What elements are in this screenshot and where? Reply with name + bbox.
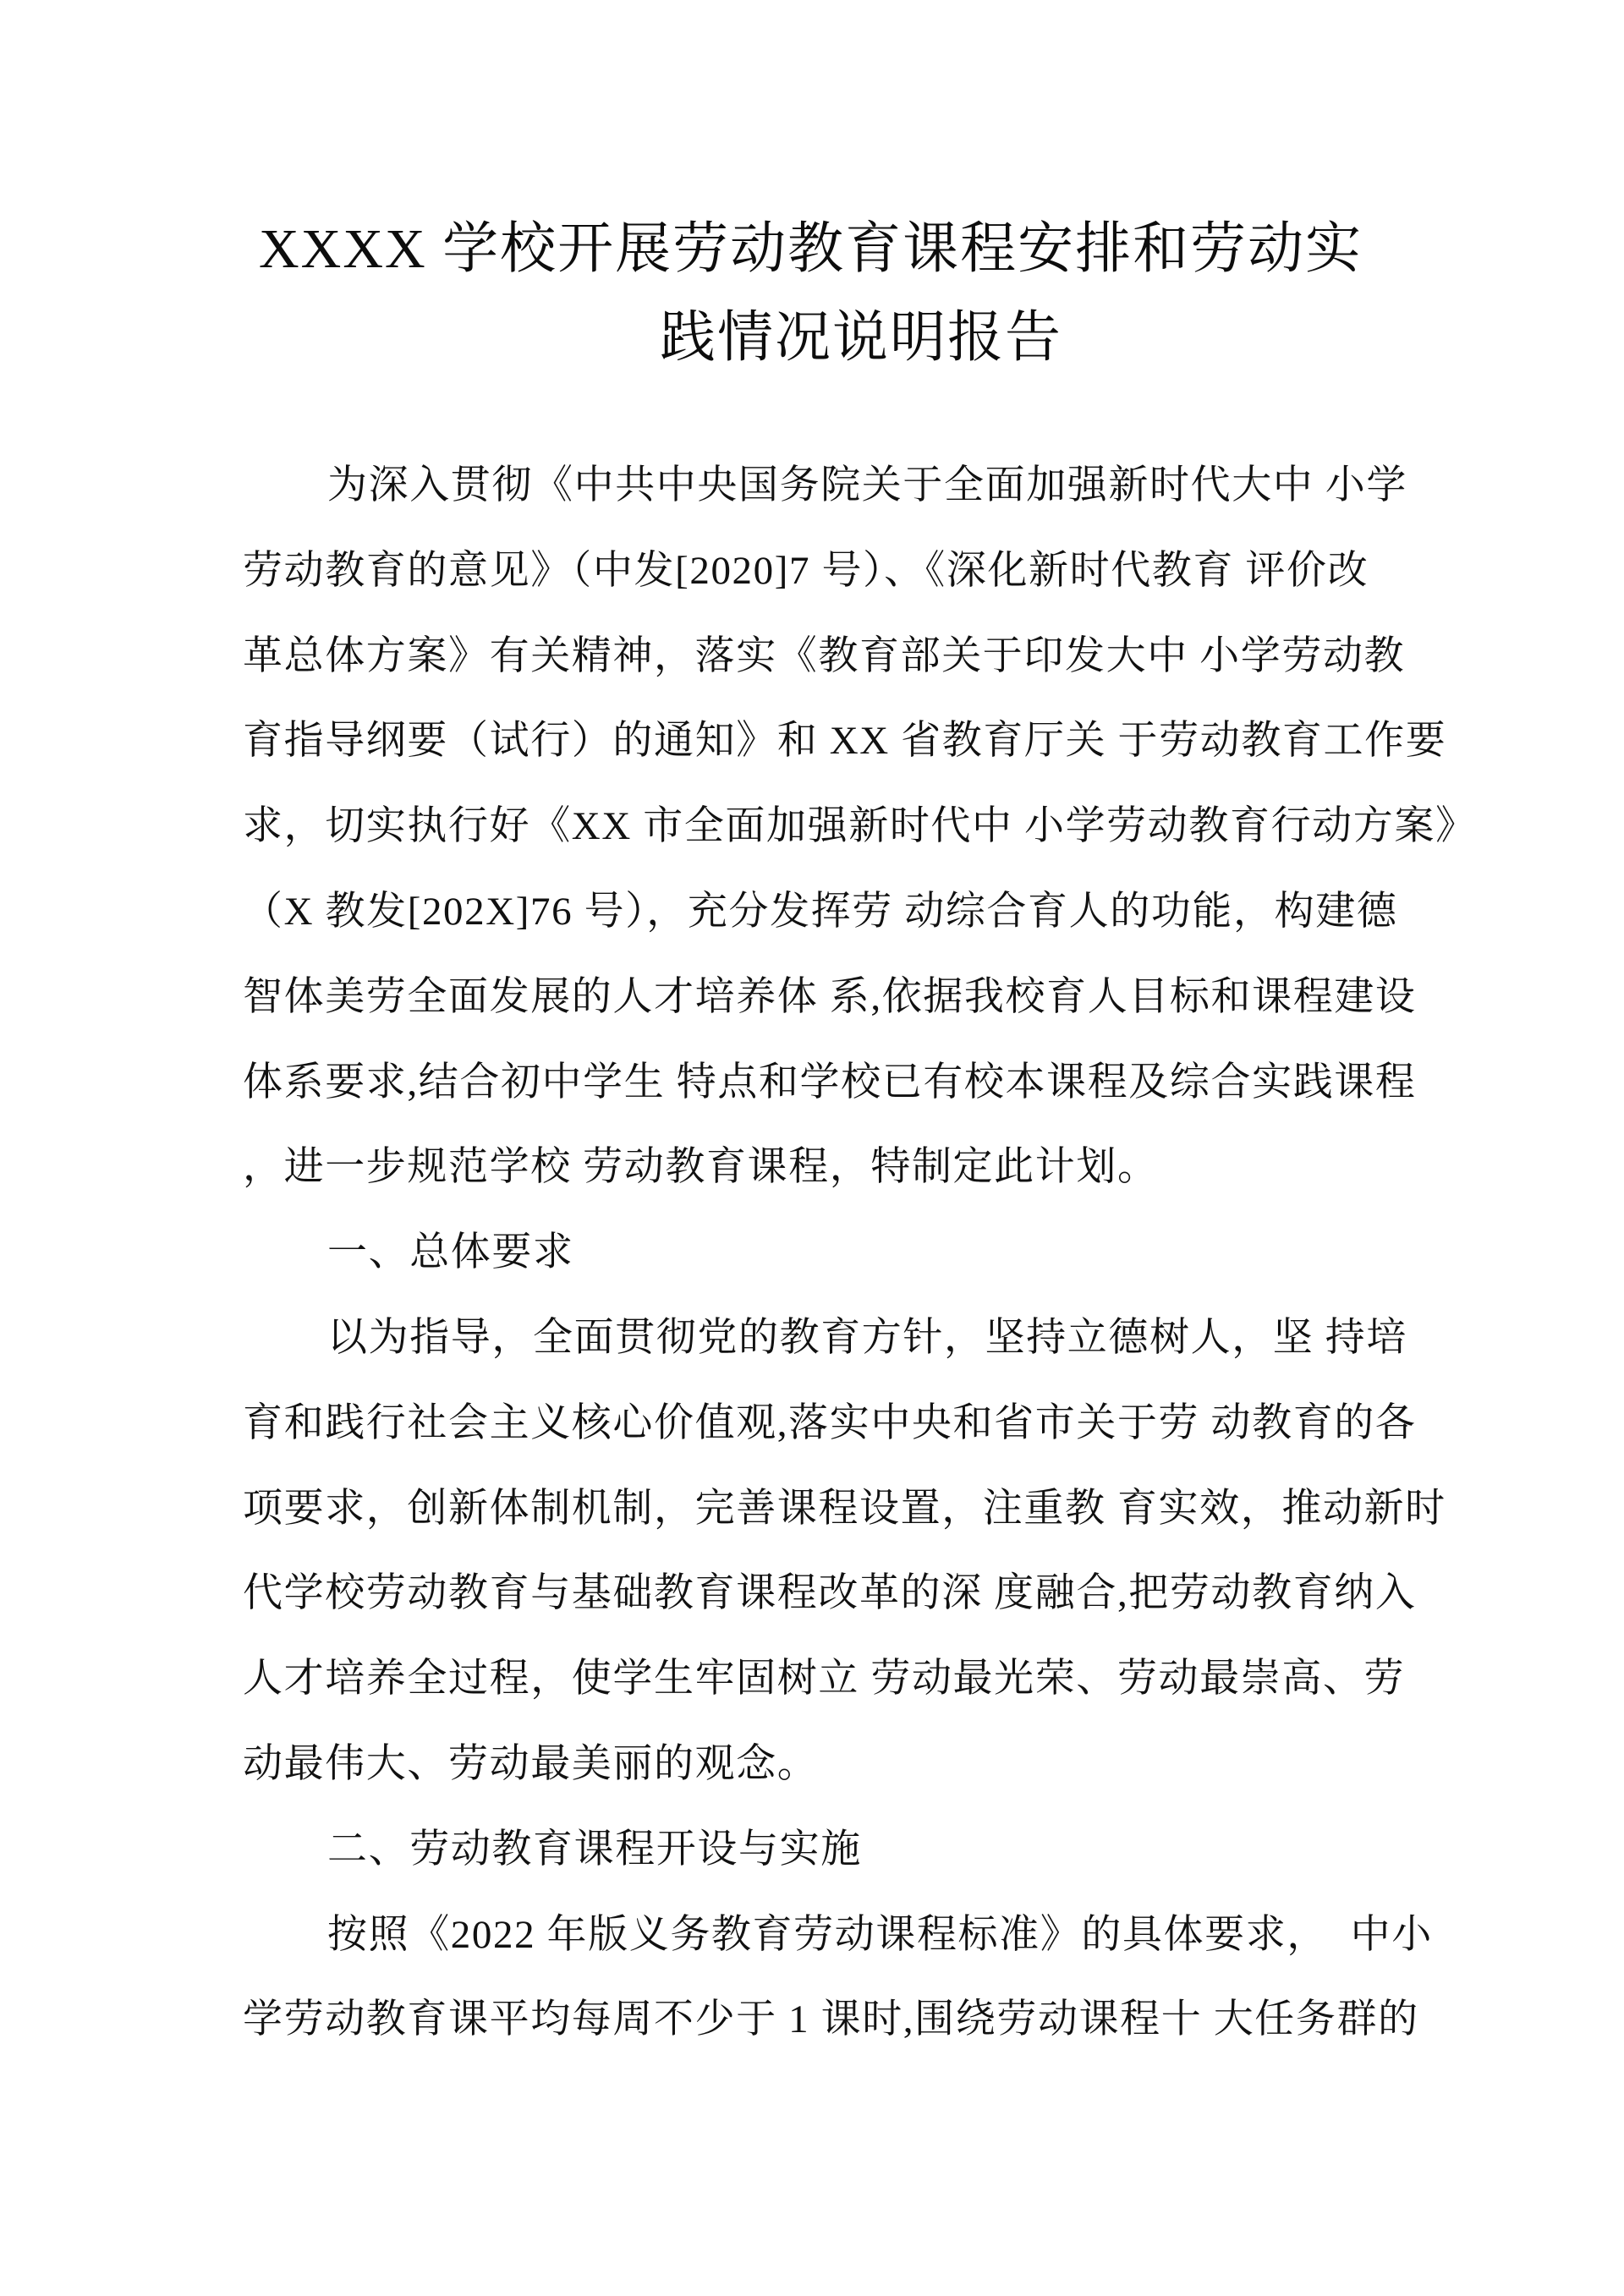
section-heading-2: 二、劳动教育课程开设与实施 <box>327 1827 862 1871</box>
body-line: 学劳动教育课平均每周不少于 1 课时,围绕劳动课程十 大任务群的 <box>243 1997 1419 2042</box>
document-title-line-2: 践情况说明报告 <box>660 307 1062 369</box>
body-line: 人才培养全过程，使学生牢固树立 劳动最光荣、劳动最崇高、劳 <box>243 1657 1406 1701</box>
body-line: 项要求，创新体制机制，完善课程设置，注重教 育实效，推动新时 <box>243 1486 1446 1531</box>
body-line: ，进一步规范学校 劳动教育课程，特制定此计划。 <box>243 1145 1159 1190</box>
body-line: 育指导纲要（试行）的通知》和 XX 省教育厅关 于劳动教育工作要 <box>243 719 1447 764</box>
body-line: 求，切实执行好《XX 市全面加强新时代中 小学劳动教育行动方案》 <box>243 804 1477 849</box>
body-line: 以为指导，全面贯彻党的教育方针，坚持立德树人，坚 持培 <box>327 1316 1407 1360</box>
body-line: （X 教发[202X]76 号），充分发挥劳 动综合育人的功能，构建德 <box>243 890 1398 934</box>
body-line: 按照《2022 年版义务教育劳动课程标准》的具体要求， 中小 <box>327 1912 1433 1957</box>
body-line: 革总体方案》有关精神，落实《教育部关于印发大中 小学劳动教 <box>243 633 1406 678</box>
body-line: 育和践行社会主义核心价值观,落实中央和省市关于劳 动教育的各 <box>243 1400 1417 1445</box>
body-line: 为深入贯彻《中共中央国务院关于全面加强新时代大中 小学 <box>327 463 1407 507</box>
body-line: 代学校劳动教育与基础教育课程改革的深 度融合,把劳动教育纳入 <box>243 1571 1417 1616</box>
body-line: 智体美劳全面发展的人才培养体 系,依据我校育人目标和课程建设 <box>243 974 1417 1019</box>
document-title-line-1: XXXX 学校开展劳动教育课程安排和劳动实 <box>259 218 1363 280</box>
body-line: 体系要求,结合初中学生 特点和学校已有校本课程及综合实践课程 <box>243 1060 1417 1104</box>
body-line: 动最伟大、劳动最美丽的观念。 <box>243 1742 819 1786</box>
section-heading-1: 一、总体要求 <box>327 1230 574 1275</box>
body-line: 劳动教育的意见》（中发[2020]7 号）、《深化新时代教育 评价改 <box>243 548 1369 593</box>
